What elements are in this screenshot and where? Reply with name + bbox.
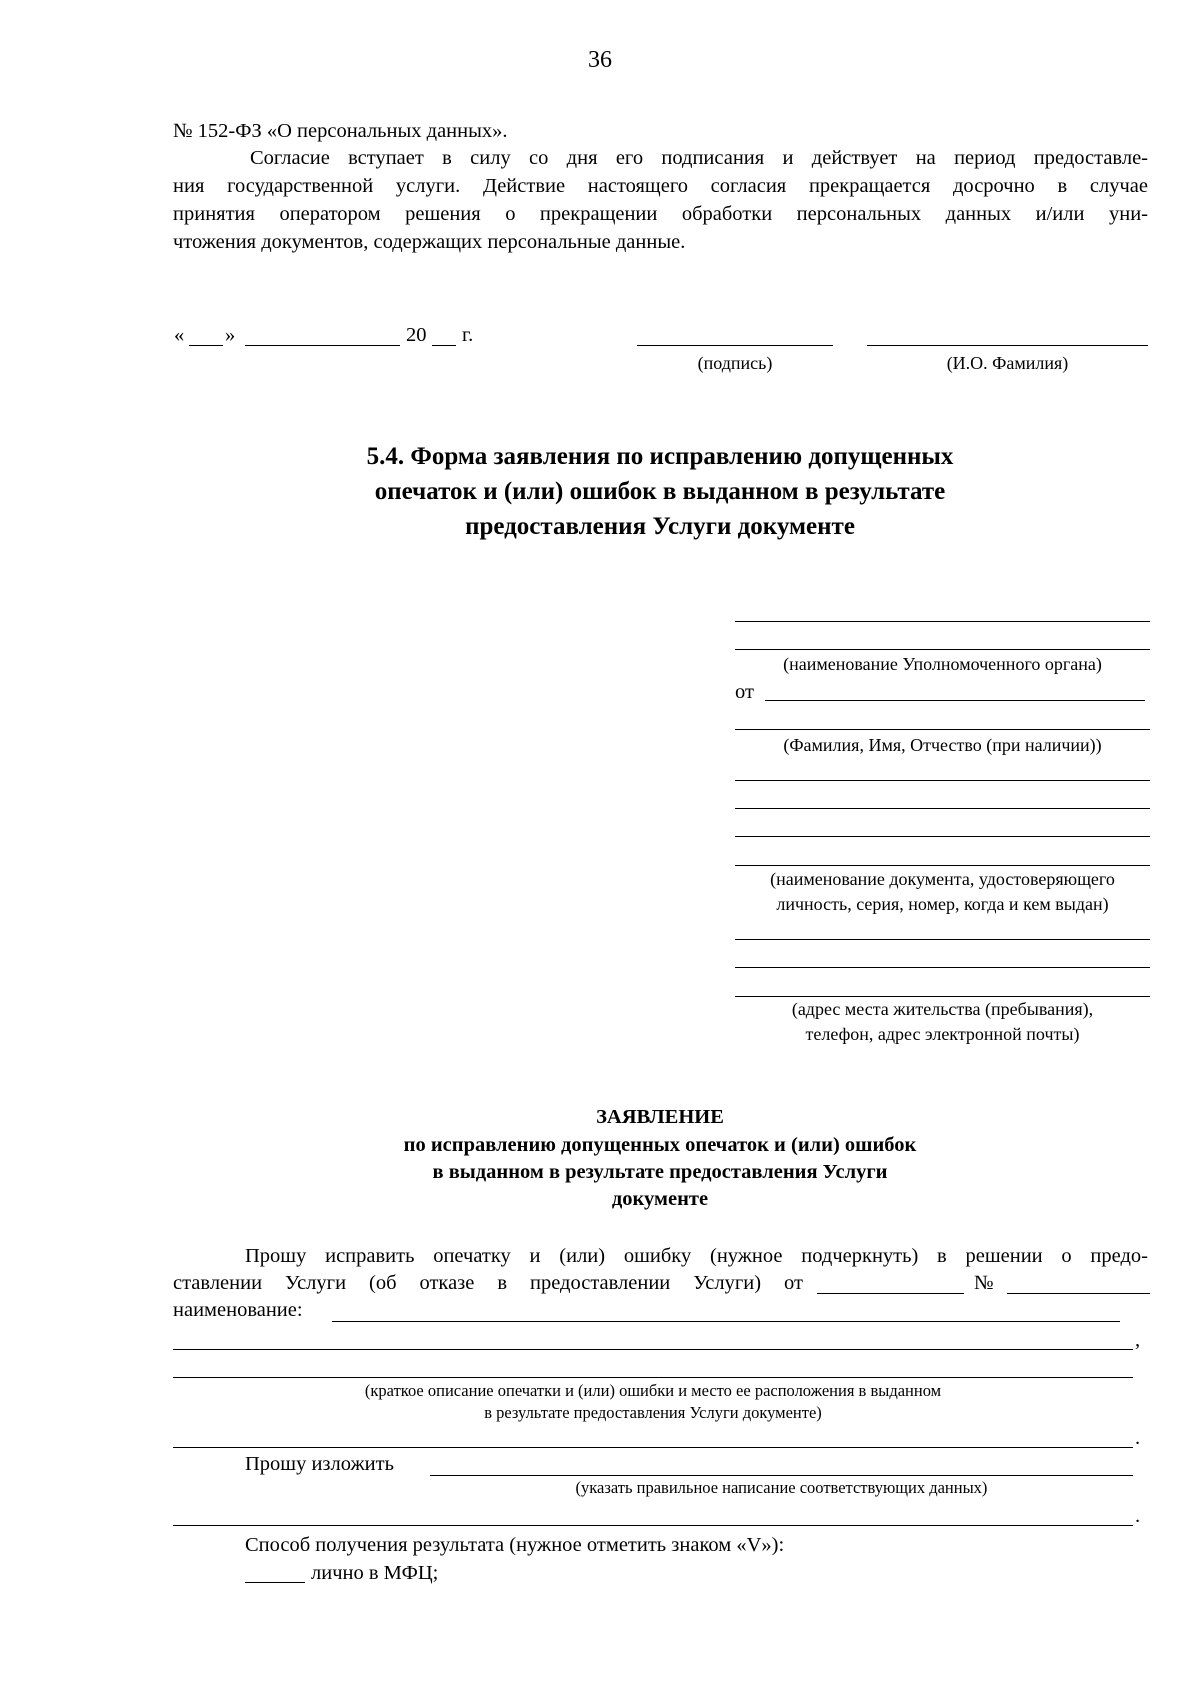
brief-description-caption: в результате предоставления Услуги документе) [484, 1403, 822, 1422]
authority-field[interactable] [735, 621, 1150, 622]
name-label: наименование: [173, 1299, 303, 1321]
signature-field[interactable] [637, 345, 833, 346]
year-suffix: г. [462, 324, 474, 346]
statement-subtitle-line: в выданном в результате предоставления Услуги [432, 1161, 888, 1183]
consent-paragraph-line: чтожения документов, содержащих персональные данные. [173, 231, 686, 253]
document-name-field[interactable] [332, 1321, 1120, 1322]
receipt-method-label: Способ получения результата (нужное отметить знаком «V»): [245, 1534, 785, 1556]
id-document-field[interactable] [735, 836, 1150, 837]
mfc-option-label: лично в МФЦ; [311, 1562, 439, 1584]
request-text-line: ставлении Услуги (об отказе в предоставлении Услуги) от [173, 1272, 803, 1294]
period: . [1135, 1505, 1141, 1527]
restate-label: Прошу изложить [245, 1453, 394, 1475]
statement-subtitle-line: по исправлению допущенных опечаток и (или) ошибок [403, 1134, 917, 1156]
consent-paragraph-line: принятия оператором решения о прекращении обработки персональных данных и/или уни- [173, 203, 1148, 225]
from-label: от [735, 681, 754, 703]
address-field[interactable] [735, 967, 1150, 968]
decision-date-field[interactable] [817, 1293, 964, 1294]
date-open-quote: « [174, 324, 185, 346]
section-heading-line: 5.4. Форма заявления по исправлению допущенных [366, 443, 954, 470]
consent-paragraph-line: ния государственной услуги. Действие настоящего согласия прекращается досрочно в случае [173, 175, 1148, 197]
id-document-caption: личность, серия, номер, когда и кем выдан) [776, 894, 1109, 914]
id-document-field[interactable] [735, 865, 1150, 866]
address-field[interactable] [735, 939, 1150, 940]
brief-description-caption: (краткое описание опечатки и (или) ошибки и место ее расположения в выданном [364, 1381, 942, 1400]
applicant-name-field[interactable] [735, 729, 1150, 730]
brief-description-field[interactable] [173, 1377, 1133, 1378]
decision-number-field[interactable] [1007, 1293, 1150, 1294]
id-document-field[interactable] [735, 780, 1150, 781]
fio-caption: (Фамилия, Имя, Отчество (при наличии)) [783, 735, 1102, 755]
year-prefix: 20 [406, 324, 427, 346]
corrected-data-field[interactable] [430, 1475, 1133, 1476]
authority-caption: (наименование Уполномоченного органа) [783, 654, 1102, 674]
page-number: 36 [588, 47, 612, 73]
id-document-caption: (наименование документа, удостоверяющего [770, 869, 1115, 889]
id-document-field[interactable] [735, 808, 1150, 809]
brief-description-field[interactable] [173, 1447, 1133, 1448]
section-heading-line: предоставления Услуги документе [465, 513, 855, 540]
applicant-name-field[interactable] [765, 700, 1145, 701]
name-caption: (И.О. Фамилия) [946, 353, 1069, 373]
statement-title: ЗАЯВЛЕНИЕ [596, 1106, 724, 1128]
comma: , [1135, 1329, 1141, 1351]
date-year-field[interactable] [432, 345, 456, 346]
request-text-line: Прошу исправить опечатку и (или) ошибку (нужное подчеркнуть) в решении о предо- [245, 1245, 1148, 1267]
section-heading-line: опечаток и (или) ошибок в выданном в результате [374, 478, 946, 505]
authority-field[interactable] [735, 649, 1150, 650]
date-month-field[interactable] [245, 345, 400, 346]
corrected-data-caption: (указать правильное написание соответствующих данных) [575, 1478, 988, 1497]
law-reference: № 152-ФЗ «О персональных данных». [173, 120, 508, 142]
date-day-field[interactable] [189, 345, 223, 346]
signature-caption: (подпись) [697, 353, 773, 373]
address-caption: (адрес места жительства (пребывания), [791, 999, 1094, 1019]
statement-subtitle-line: документе [611, 1188, 709, 1210]
consent-paragraph-line: Согласие вступает в силу со дня его подписания и действует на период предоставле- [250, 147, 1148, 169]
number-sign: № [974, 1272, 994, 1294]
document-name-field[interactable] [173, 1349, 1133, 1350]
mfc-option-mark[interactable] [245, 1582, 305, 1583]
name-field[interactable] [867, 345, 1148, 346]
period: . [1135, 1427, 1141, 1449]
corrected-data-field[interactable] [173, 1525, 1133, 1526]
address-field[interactable] [735, 996, 1150, 997]
address-caption: телефон, адрес электронной почты) [805, 1024, 1080, 1044]
date-close-quote: » [225, 324, 236, 346]
